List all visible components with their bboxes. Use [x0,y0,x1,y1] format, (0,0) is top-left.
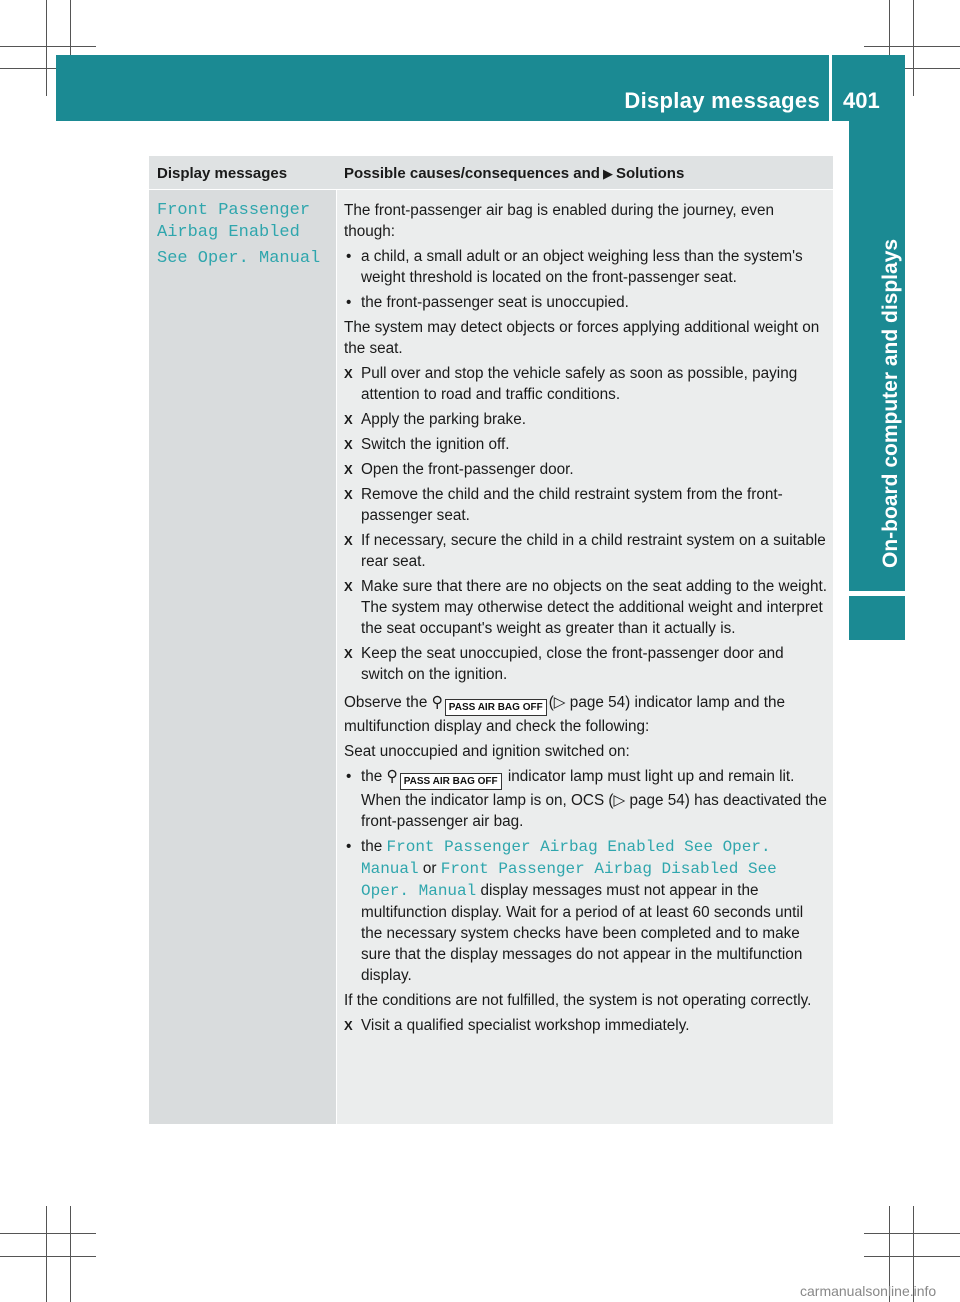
list-item-text: indicator lamp must light up and remain lit. When the indicator lamp is on, OCS (▷ page 54) has deactivated the front-passenger air bag. [361,768,827,830]
seat-condition-text: Seat unoccupied and ignition switched on: [344,743,630,760]
footer-watermark: carmanualsonline.info [800,1283,937,1299]
table-cell-message [149,190,336,1124]
list-item [344,766,828,832]
display-message-line: See Oper. Manual [157,249,321,268]
table-cell-solutions [337,190,833,1124]
list-item-text: display messages must not appear in the multifunction display. Wait for a period of at least 60 seconds until the necessary system checks have been completed and to make sure that the display messages do not appear in the multifunction display. [361,882,804,984]
side-tab-marker [849,596,905,640]
side-tab-label: On-board computer and displays [879,238,902,568]
step-marker-icon: X [344,487,353,502]
crop-mark [864,46,960,47]
seat-occupant-icon: ⚲ [386,768,398,785]
step-marker-icon: X [344,366,353,381]
list-item: • a child, a small adult or an object weighing less than the system's weight threshold is located on the front-passenger seat. [344,246,828,288]
crop-mark [864,1233,960,1234]
list-item: • the front-passenger seat is unoccupied. [344,292,828,313]
crop-mark [46,1206,47,1302]
header-divider [829,55,832,121]
step-text: Switch the ignition off. [361,436,510,453]
crop-mark [70,1206,71,1302]
column-header-causes-text: Possible causes/consequences and [344,165,600,182]
step-text: If necessary, secure the child in a child restraint system on a suitable rear seat. [361,532,826,570]
display-message-line: Airbag Enabled [157,223,300,242]
step-marker-icon: X [344,533,353,548]
step-text: Apply the parking brake. [361,411,526,428]
column-header-solutions-text: Solutions [615,165,685,182]
step-item [344,434,828,455]
step-text: Keep the seat unoccupied, close the front-passenger door and switch on the ignition. [361,645,784,683]
crop-mark [864,1256,960,1257]
list-item [344,836,828,986]
step-item [344,459,828,480]
crop-mark [0,46,96,47]
step-marker-icon: X [344,579,353,594]
step-note: The system may otherwise detect the additional weight and interpret the seat occupant's weight as greater than it actually is. [361,599,823,637]
column-header-messages: Display messages [157,165,288,182]
step-text: Open the front-passenger door. [361,461,574,478]
solutions-content [344,200,828,1040]
pass-airbag-off-icon: PASS AIR BAG OFF [400,773,502,790]
list-item-text: or [422,860,437,877]
step-item [344,409,828,430]
column-header-causes [344,165,684,182]
step-text: Pull over and stop the vehicle safely as soon as possible, paying attention to road and traffic conditions. [361,365,798,403]
step-text: Make sure that there are no objects on the seat adding to the weight. [361,578,828,595]
display-message-disabled: Front Passenger Airbag Disabled See Oper. Manual [361,860,777,900]
step-item [344,363,828,405]
observe-text-post: (▷ page 54) indicator lamp and the multifunction display and check the following: [344,694,785,735]
step-marker-icon: X [344,462,353,477]
table-header-row [149,156,833,190]
step-item [344,576,828,639]
crop-mark [913,0,914,96]
step-text: Remove the child and the child restraint system from the front-passenger seat. [361,486,783,524]
intro-text: The front-passenger air bag is enabled during the journey, even though: [344,202,775,240]
page-title: Display messages [624,88,820,113]
display-message-enabled: Front Passenger Airbag Enabled See Oper. Manual [361,838,771,878]
display-message [157,200,320,270]
crop-mark [0,1256,96,1257]
step-marker-icon: X [344,1018,353,1033]
list-item-text: the [361,838,383,855]
observe-text-pre: Observe the [344,694,428,711]
seat-occupant-icon: ⚲ [431,694,443,711]
observe-text [344,692,828,737]
conditions-note: If the conditions are not fulfilled, the system is not operating correctly. [344,992,812,1009]
crop-mark [0,1233,96,1234]
crop-mark [46,0,47,96]
step-text: Visit a qualified specialist workshop immediately. [361,1017,690,1034]
step-item [344,530,828,572]
list-item-text: the [361,768,383,785]
step-marker-icon: X [344,437,353,452]
step-item [344,484,828,526]
page-number: 401 [843,88,880,113]
body-text: The system may detect objects or forces applying additional weight on the seat. [344,319,820,357]
step-item [344,1015,828,1036]
display-messages-table [149,156,833,1124]
step-item [344,643,828,685]
step-marker-icon: X [344,646,353,661]
step-marker-icon: X [344,412,353,427]
play-arrow-icon: ▶ [602,166,613,181]
pass-airbag-off-icon: PASS AIR BAG OFF [445,699,547,716]
display-message-line: Front Passenger [157,201,311,220]
